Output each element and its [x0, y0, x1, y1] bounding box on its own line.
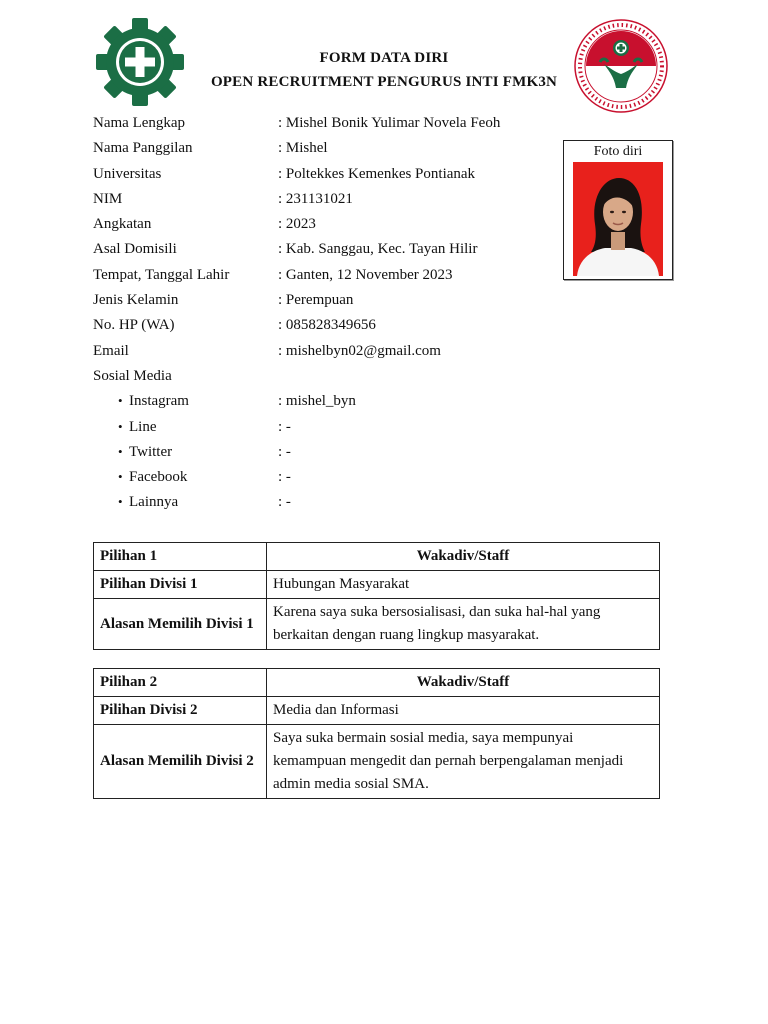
page-subtitle: OPEN RECRUITMENT PENGURUS INTI FMK3N: [210, 74, 558, 90]
field-label: Sosial Media: [93, 367, 172, 384]
alasan-label: Alasan Memilih Divisi 1: [94, 599, 267, 650]
divisi-label: Pilihan Divisi 1: [94, 571, 267, 599]
photo-caption: Foto diri: [593, 144, 643, 159]
field-label: Angkatan: [93, 216, 152, 233]
field-value: : 231131021: [278, 190, 353, 207]
choice-table-1: [93, 542, 660, 650]
field-row-email: [93, 340, 553, 365]
social-value: : -: [278, 443, 291, 460]
field-value: : Kab. Sanggau, Kec. Tayan Hilir: [278, 241, 478, 258]
social-row-line: [93, 416, 553, 441]
field-row-nim: [93, 188, 553, 213]
table-row: [94, 599, 660, 650]
alasan-value: [267, 725, 660, 799]
divisi-value: Hubungan Masyarakat: [267, 571, 660, 599]
field-value: : Poltekkes Kemenkes Pontianak: [278, 165, 476, 182]
field-row-sosial-media: [93, 365, 553, 390]
pilihan-label: Pilihan 2: [94, 669, 267, 697]
personal-info-list: [93, 112, 553, 517]
field-row-universitas: [93, 163, 553, 188]
role-header: Wakadiv/Staff: [267, 669, 660, 697]
alasan-line: admin media sosial SMA.: [273, 776, 429, 792]
role-header: Wakadiv/Staff: [267, 543, 660, 571]
field-value: : Mishel: [278, 140, 328, 157]
field-row-no-hp: [93, 314, 553, 339]
alasan-label: Alasan Memilih Divisi 2: [94, 725, 267, 799]
field-value: : mishelbyn02@gmail.com: [278, 342, 441, 359]
alasan-line: Saya suka bermain sosial media, saya mempunyai: [273, 730, 574, 746]
field-label: No. HP (WA): [93, 317, 175, 334]
field-label: Universitas: [93, 165, 162, 182]
social-label: • Facebook: [129, 466, 187, 488]
field-label: Email: [93, 342, 129, 359]
alasan-line: kemampuan mengedit dan pernah berpengalaman menjadi: [273, 753, 624, 769]
field-value: : Mishel Bonik Yulimar Novela Feoh: [278, 115, 501, 131]
social-row-lainnya: [93, 491, 553, 516]
field-label: Tempat, Tanggal Lahir: [93, 266, 230, 283]
social-label: • Lainnya: [129, 491, 178, 513]
alasan-line: berkaitan dengan ruang lingkup masyarakat.: [273, 627, 540, 643]
field-label: NIM: [93, 190, 123, 207]
social-row-twitter: [93, 441, 553, 466]
alasan-value: [267, 599, 660, 650]
social-value: : mishel_byn: [278, 393, 356, 410]
field-row-asal-domisili: [93, 238, 553, 263]
social-label: • Line: [129, 416, 157, 438]
field-label: Asal Domisili: [93, 241, 177, 258]
table-row: [94, 725, 660, 799]
field-row-jenis-kelamin: [93, 289, 553, 314]
divisi-label: Pilihan Divisi 2: [94, 697, 267, 725]
field-row-nama-panggilan: [93, 137, 553, 162]
alasan-line: Karena saya suka bersosialisasi, dan suka hal-hal yang: [273, 604, 601, 620]
table-row: [94, 571, 660, 599]
field-row-angkatan: [93, 213, 553, 238]
social-value: : -: [278, 418, 291, 435]
pilihan-label: Pilihan 1: [94, 543, 267, 571]
social-row-instagram: [93, 390, 553, 415]
table-row: [94, 543, 660, 571]
divisi-value: Media dan Informasi: [267, 697, 660, 725]
field-value: : Perempuan: [278, 292, 354, 309]
social-row-facebook: [93, 466, 553, 491]
choice-table-2: [93, 668, 660, 799]
table-row: [94, 697, 660, 725]
field-value: : Ganten, 12 November 2023: [278, 266, 453, 283]
table-row: [94, 669, 660, 697]
photo-frame: [563, 140, 673, 280]
field-label: Jenis Kelamin: [93, 292, 179, 309]
field-value: : 2023: [278, 216, 316, 233]
field-label: Nama Panggilan: [93, 140, 193, 157]
field-row-nama-lengkap: [93, 112, 553, 137]
social-value: : -: [278, 469, 291, 486]
page-title: FORM DATA DIRI: [319, 50, 449, 66]
field-value: : 085828349656: [278, 317, 376, 334]
field-row-tempat-tanggal-lahir: [93, 264, 553, 289]
portrait-photo: [573, 162, 663, 276]
field-label: Nama Lengkap: [93, 115, 186, 131]
social-label: • Instagram: [129, 390, 189, 412]
social-value: : -: [278, 494, 291, 511]
social-label: • Twitter: [129, 441, 172, 463]
